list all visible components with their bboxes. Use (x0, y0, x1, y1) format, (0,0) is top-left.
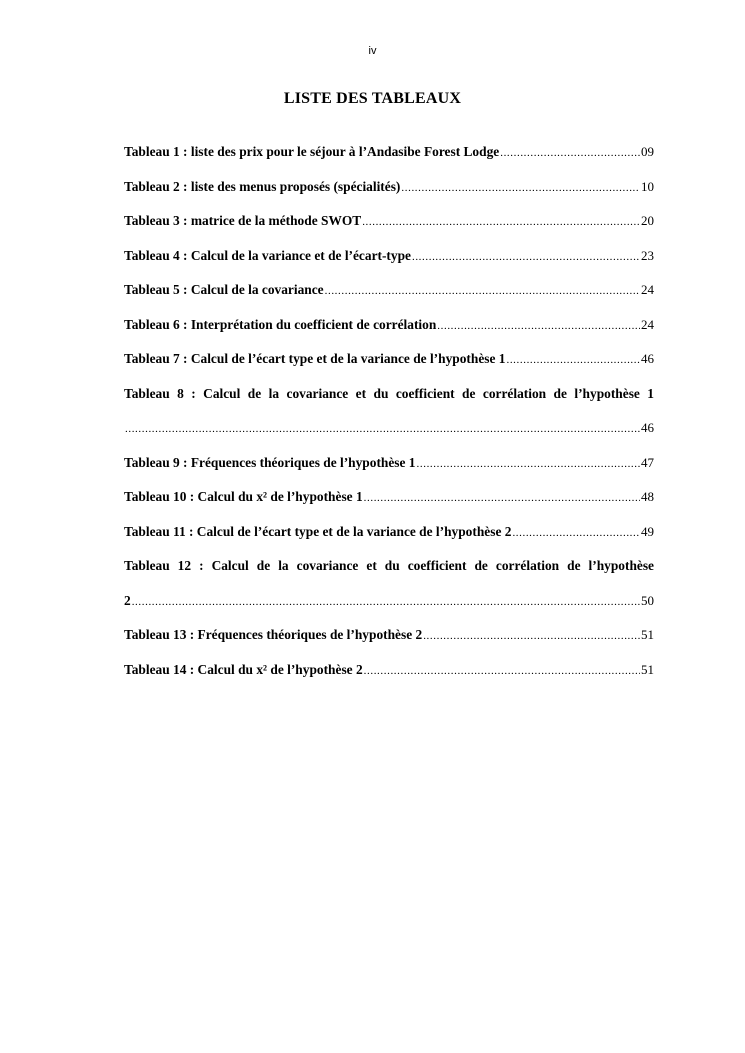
toc-entry-label: Tableau 11 : Calcul de l’écart type et de la variance de l’hypothèse 2 (124, 523, 512, 539)
toc-entry-8-continuation[interactable] (124, 420, 654, 455)
dot-leader (412, 251, 640, 263)
toc-entry-label: Tableau 7 : Calcul de l’écart type et de la variance de l’hypothèse 1 (124, 351, 506, 366)
toc-entry-page: 51 (641, 661, 654, 677)
toc-entry-label: Tableau 3 : matrice de la méthode SWOT (124, 213, 362, 228)
toc-entry-label: Tableau 12 : Calcul de la covariance et du coefficient de corrélation de l’hypothèse (124, 558, 654, 573)
toc-entry-8[interactable] (124, 386, 654, 421)
dot-leader (500, 147, 640, 159)
dot-leader (362, 216, 640, 228)
dot-leader (364, 665, 640, 677)
dot-leader (325, 285, 640, 297)
toc-entry-12[interactable] (124, 558, 654, 593)
toc-entry-label: Tableau 2 : liste des menus proposés (spécialités) (124, 178, 401, 194)
toc-entry-4[interactable] (124, 248, 654, 283)
toc-entry-9[interactable] (124, 455, 654, 490)
toc-entry-label: Tableau 8 : Calcul de la covariance et du coefficient de corrélation de l’hypothèse 1 (124, 385, 654, 401)
dot-leader (125, 423, 640, 435)
toc-entry-label: Tableau 9 : Fréquences théoriques de l’hypothèse 1 (124, 454, 416, 470)
table-list (124, 144, 654, 696)
toc-entry-label-continuation: 2 (124, 592, 131, 608)
dot-leader (417, 458, 640, 470)
toc-entry-page: 46 (641, 420, 654, 435)
toc-entry-label: Tableau 5 : Calcul de la covariance (124, 282, 324, 297)
toc-entry-3[interactable] (124, 213, 654, 248)
page-number: iv (368, 45, 377, 57)
toc-entry-page: 51 (641, 627, 654, 642)
toc-entry-label: Tableau 1 : liste des prix pour le séjour à l’Andasibe Forest Lodge (124, 144, 500, 159)
toc-entry-page: 23 (641, 247, 654, 263)
toc-entry-2[interactable] (124, 179, 654, 214)
toc-entry-page: 24 (641, 282, 654, 297)
toc-entry-10[interactable] (124, 489, 654, 524)
toc-entry-12-continuation[interactable] (124, 593, 654, 628)
toc-entry-label: Tableau 10 : Calcul du x² de l’hypothèse 1 (124, 489, 363, 504)
toc-entry-page: 24 (641, 316, 654, 332)
toc-entry-page: 10 (641, 178, 654, 194)
toc-entry-page: 48 (641, 489, 654, 504)
toc-entry-page: 50 (641, 592, 654, 608)
toc-entry-label: Tableau 6 : Interprétation du coefficient de corrélation (124, 316, 437, 332)
toc-entry-label: Tableau 14 : Calcul du x² de l’hypothèse 2 (124, 661, 363, 677)
toc-entry-page: 20 (641, 213, 654, 228)
toc-entry-6[interactable] (124, 317, 654, 352)
page-title: LISTE DES TABLEAUX (283, 90, 462, 107)
toc-entry-5[interactable] (124, 282, 654, 317)
dot-leader (506, 354, 640, 366)
dot-leader (364, 492, 640, 504)
toc-entry-page: 47 (641, 454, 654, 470)
toc-entry-13[interactable] (124, 627, 654, 662)
toc-entry-7[interactable] (124, 351, 654, 386)
toc-entry-14[interactable] (124, 662, 654, 697)
toc-entry-label: Tableau 13 : Fréquences théoriques de l’hypothèse 2 (124, 627, 423, 642)
dot-leader (132, 596, 640, 608)
toc-entry-page: 09 (641, 144, 654, 159)
dot-leader (437, 320, 640, 332)
toc-entry-page: 46 (641, 351, 654, 366)
dot-leader (401, 182, 640, 194)
toc-entry-label: Tableau 4 : Calcul de la variance et de l’écart-type (124, 247, 411, 263)
dot-leader (512, 527, 640, 539)
toc-entry-11[interactable] (124, 524, 654, 559)
toc-entry-page: 49 (641, 523, 654, 539)
dot-leader (423, 630, 640, 642)
toc-entry-1[interactable] (124, 144, 654, 179)
